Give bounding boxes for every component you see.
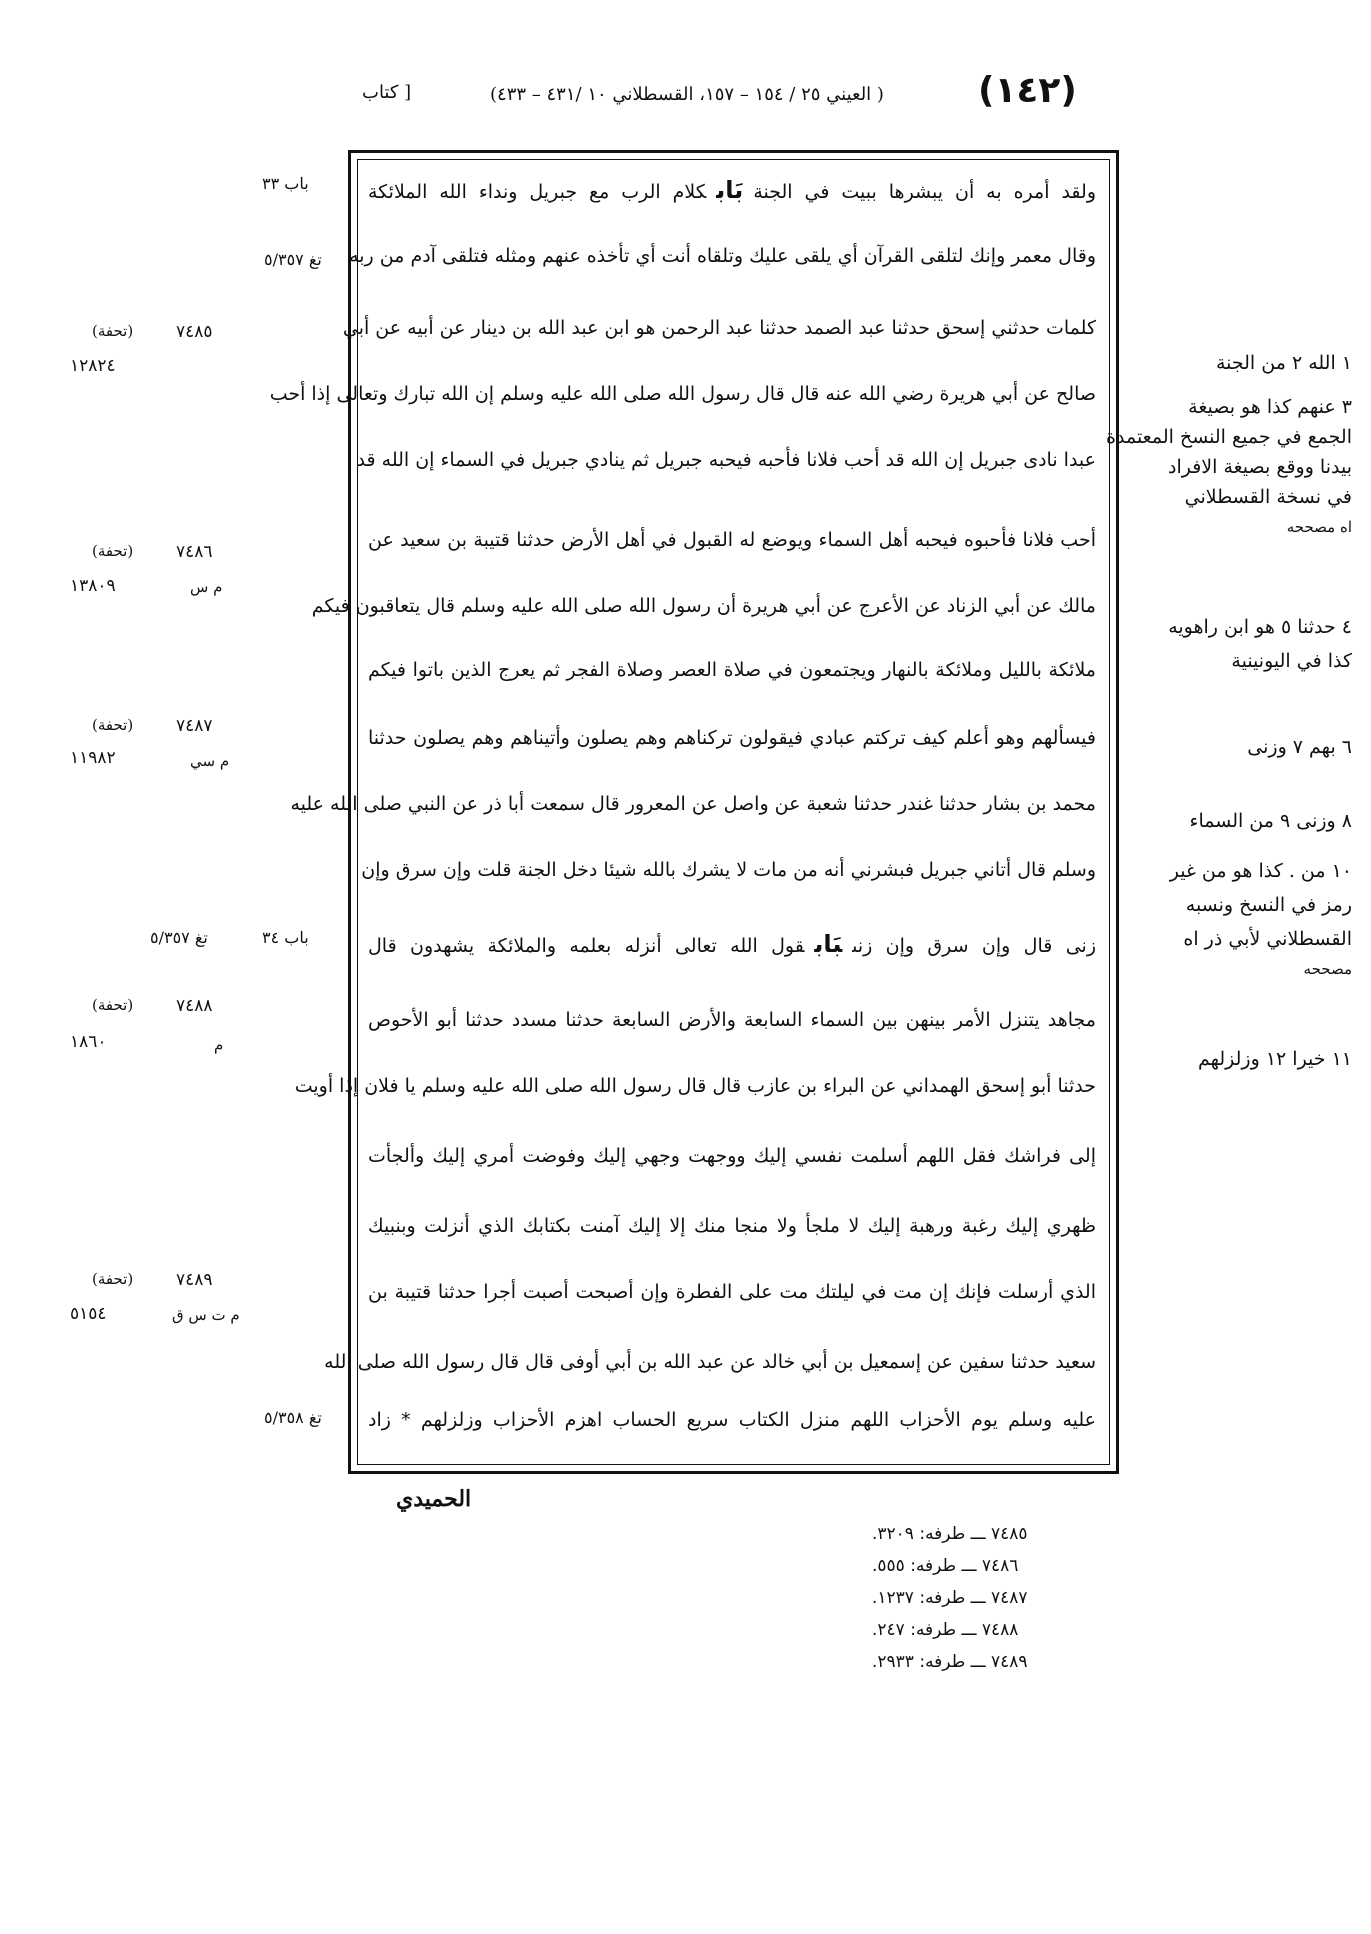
tuhfa-number: ١١٩٨٢ xyxy=(70,748,116,768)
source-sigla: م س xyxy=(190,578,223,596)
text-line: أحب فلانا فأحبوه فيحبه أهل السماء ويوضع له القبول في أهل الأرض حدثنا قتيبة بن سعيد عن xyxy=(368,529,1096,551)
margin-note: القسطلاني لأبي ذر اه xyxy=(1183,928,1352,950)
source-sigla: م xyxy=(214,1036,224,1054)
footnote-line: ٧٤٨٦ ـــ طرفه: ٥٥٥. xyxy=(872,1556,1019,1576)
text-line: سعيد حدثنا سفين عن إسمعيل بن أبي خالد عن عبد الله بن أبي أوفى قال قال رسول الله صلى الله xyxy=(324,1351,1096,1373)
taghliq-ref: تغ ٥/٣٥٨ xyxy=(264,1408,322,1427)
hadith-number: ٧٤٨٨ xyxy=(176,996,213,1016)
text-line: وسلم قال أتاني جبريل فبشرني أنه من مات لا يشرك بالله شيئا دخل الجنة قلت وإن سرق وإن xyxy=(361,859,1096,881)
text-line: محمد بن بشار حدثنا غندر حدثنا شعبة عن واصل عن المعرور قال سمعت أبا ذر عن النبي صلى الله عليه xyxy=(290,793,1096,815)
margin-note: ٦ بهم ٧ وزنى xyxy=(1247,736,1352,758)
header-book-title: [ كتاب xyxy=(362,82,412,103)
text-line: حدثنا أبو إسحق الهمداني عن البراء بن عازب قال قال رسول الله صلى الله عليه وسلم يا فلان إذا أويت xyxy=(294,1075,1096,1097)
text-line: ظهري إليك رغبة ورهبة إليك لا ملجأ ولا منجا منك إلا إليك آمنت بكتابك الذي أنزلت وبنبيك xyxy=(368,1215,1096,1237)
footnote-line: ٧٤٨٩ ـــ طرفه: ٢٩٣٣. xyxy=(872,1652,1028,1672)
bab-heading: بَاب xyxy=(716,176,744,204)
hadith-number: ٧٤٨٧ xyxy=(176,716,213,736)
text-line: الذي أرسلت فإنك إن مت في ليلتك مت على الفطرة وإن أصبحت أصبت أجرا حدثنا قتيبة بن xyxy=(368,1281,1096,1303)
margin-note: الجمع في جميع النسخ المعتمدة xyxy=(1106,426,1352,448)
tuhfa-label: (تحفة) xyxy=(92,542,134,560)
text-line: صالح عن أبي هريرة رضي الله عنه قال قال رسول الله صلى الله عليه وسلم إن الله تبارك وتعالى إذا أحب xyxy=(269,383,1096,405)
text-line: عبدا نادى جبريل إن الله قد أحب فلانا فأحبه فيحبه جبريل ثم ينادي جبريل في السماء إن الله قد xyxy=(356,449,1096,471)
hadith-number: ٧٤٨٦ xyxy=(176,542,213,562)
catchword: الحميدي xyxy=(396,1486,472,1512)
text-line: كلمات حدثني إسحق حدثنا عبد الصمد حدثنا عبد الرحمن هو ابن عبد الله بن دينار عن أبيه عن أبي xyxy=(342,317,1096,339)
text-line xyxy=(368,924,1096,964)
margin-note: ٤ حدثنا ٥ هو ابن راهويه xyxy=(1168,616,1352,638)
hadith-number: ٧٤٨٥ xyxy=(176,322,213,342)
text-line: مجاهد يتنزل الأمر بينهن بين السماء السابعة والأرض السابعة حدثنا مسدد حدثنا أبو الأحوص xyxy=(368,1009,1096,1031)
text-line-after: كلام الرب مع جبريل ونداء الله الملائكة xyxy=(368,181,707,203)
margin-note: ٨ وزنى ٩ من السماء xyxy=(1189,810,1352,832)
hadith-number: ٧٤٨٩ xyxy=(176,1270,213,1290)
text-line-before: زنى قال وإن سرق وإن زنى xyxy=(852,935,1096,957)
source-sigla: م ت س ق xyxy=(172,1306,240,1324)
text-line: ملائكة بالليل وملائكة بالنهار ويجتمعون في صلاة العصر وصلاة الفجر ثم يعرج الذين باتوا فيكم xyxy=(368,659,1096,681)
footnote-line: ٧٤٨٨ ـــ طرفه: ٢٤٧. xyxy=(872,1620,1019,1640)
margin-note: بيدنا ووقع بصيغة الافراد xyxy=(1167,456,1352,478)
footnote-line: ٧٤٨٥ ـــ طرفه: ٣٢٠٩. xyxy=(872,1524,1028,1544)
margin-note: ١١ خيرا ١٢ وزلزلهم xyxy=(1197,1048,1352,1070)
text-line xyxy=(368,170,1096,210)
tuhfa-number: ١٨٦٠ xyxy=(70,1032,107,1052)
text-line-before: ولقد أمره به أن يبشرها ببيت في الجنة xyxy=(753,181,1097,203)
text-line: وقال معمر وإنك لتلقى القرآن أي يلقى عليك وتلقاه أنت أي تأخذه عنهم ومثله فتلقى آدم من ربه xyxy=(349,245,1096,267)
footnote-line: ٧٤٨٧ ـــ طرفه: ١٢٣٧. xyxy=(872,1588,1028,1608)
page-number: (١٤٢) xyxy=(978,70,1077,111)
margin-note: رمز في النسخ ونسبه xyxy=(1185,894,1352,916)
margin-note: ٣ عنهم كذا هو بصيغة xyxy=(1188,396,1352,418)
tuhfa-number: ١٣٨٠٩ xyxy=(70,576,116,596)
text-line-after: قول الله تعالى أنزله بعلمه والملائكة يشهدون قال xyxy=(368,935,805,957)
chapter-number: باب ٣٤ xyxy=(262,928,309,947)
source-sigla: م سي xyxy=(190,752,230,770)
margin-note: ١ الله ٢ من الجنة xyxy=(1215,352,1352,374)
margin-note: كذا في اليونينية xyxy=(1231,650,1352,672)
taghliq-ref: تغ ٥/٣٥٧ xyxy=(264,250,322,269)
margin-note: في نسخة القسطلاني xyxy=(1184,486,1352,508)
bab-heading: بَاب xyxy=(814,930,843,958)
chapter-number: باب ٣٣ xyxy=(262,174,309,193)
tuhfa-label: (تحفة) xyxy=(92,1270,134,1288)
text-line: عليه وسلم يوم الأحزاب اللهم منزل الكتاب سريع الحساب اهزم الأحزاب وزلزلهم * زاد xyxy=(368,1409,1096,1431)
tuhfa-label: (تحفة) xyxy=(92,322,134,340)
text-line: فيسألهم وهو أعلم كيف تركتم عبادي فيقولون تركناهم وهم يصلون وأتيناهم وهم يصلون حدثنا xyxy=(368,727,1096,749)
header-references: ( العيني ٢٥ / ١٥٤ – ١٥٧، القسطلاني ١٠ /٤٣١ – ٤٣٣) xyxy=(490,84,884,105)
tuhfa-label: (تحفة) xyxy=(92,996,134,1014)
text-line: مالك عن أبي الزناد عن الأعرج عن أبي هريرة أن رسول الله صلى الله عليه وسلم قال يتعاقبون فيكم xyxy=(311,595,1096,617)
tuhfa-number: ٥١٥٤ xyxy=(70,1304,107,1324)
margin-note: ١٠ من . كذا هو من غير xyxy=(1169,860,1352,882)
tuhfa-number: ١٢٨٢٤ xyxy=(70,356,116,376)
margin-note: اه مصححه xyxy=(1286,518,1352,536)
margin-note: مصححه xyxy=(1303,960,1352,978)
tuhfa-label: (تحفة) xyxy=(92,716,134,734)
text-line: إلى فراشك فقل اللهم أسلمت نفسي إليك ووجهت وجهي إليك وفوضت أمري إليك وألجأت xyxy=(368,1145,1096,1167)
taghliq-ref: تغ ٥/٣٥٧ xyxy=(150,928,208,947)
